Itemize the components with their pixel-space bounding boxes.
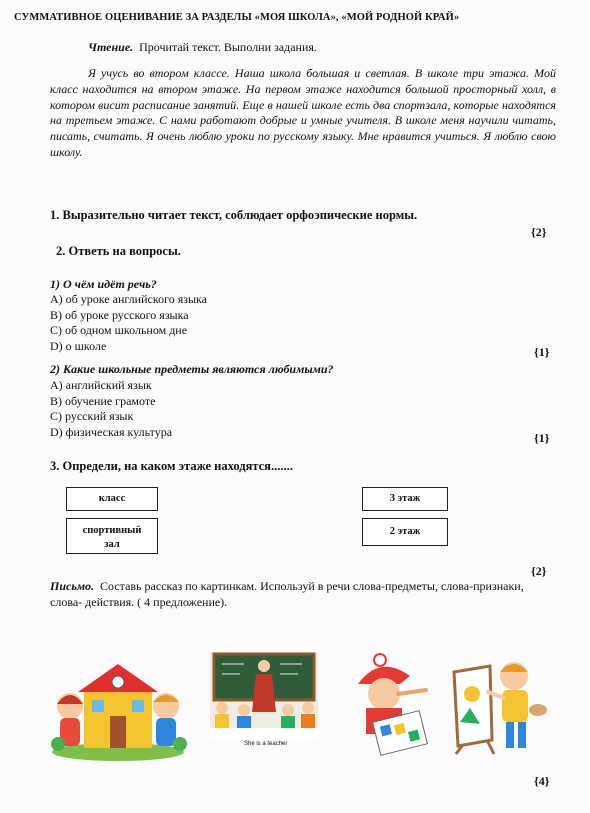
task1-score: {2} (531, 225, 547, 239)
option: А) об уроке английского языка (50, 292, 207, 306)
reading-instruction-text: Прочитай текст. Выполни задания. (139, 40, 317, 54)
reading-label: Чтение. (88, 40, 134, 54)
question-1-options (50, 292, 207, 354)
task2-text: 2. Ответь на вопросы. (56, 244, 181, 258)
task3-score: {2} (531, 564, 547, 578)
option: С) русский язык (50, 409, 134, 423)
option: С) об одном школьном дне (50, 323, 188, 337)
option: В) обучение грамоте (50, 393, 156, 408)
pinocchio-reading-illustration (340, 650, 440, 756)
classroom-illustration (210, 652, 318, 740)
option: А) английский язык (50, 378, 152, 392)
writing-label: Письмо. (50, 579, 95, 593)
writing-score: {4} (534, 774, 550, 788)
question-2-options (50, 378, 172, 440)
question-2: 2) Какие школьные предметы являются любимыми? (50, 362, 334, 376)
picture-caption: She is a teacher (244, 741, 288, 747)
writing-task (50, 578, 550, 610)
question-1: 1) О чём идёт речь? (50, 277, 157, 291)
reading-instruction (88, 40, 317, 55)
match-box-floor-3[interactable]: 3 этаж (362, 487, 448, 511)
option: D) о школе (50, 338, 107, 353)
question-1-score: {1} (534, 345, 550, 359)
match-box-gym[interactable]: спортивный зал (66, 518, 158, 554)
option: D) физическая культура (50, 424, 173, 439)
child-painting-illustration (448, 652, 548, 756)
question-2-score: {1} (534, 431, 550, 445)
match-box-class[interactable]: класс (66, 487, 158, 511)
match-box-floor-2[interactable]: 2 этаж (362, 518, 448, 546)
reading-text: Я учусь во втором классе. Наша школа большая и светлая. В школе три этажа. Мой класс находится на втором этаже. На первом этаже находится большой просторный холл, в котором висит расписание занятий. Еще в нашей школе есть два спортзала, которые находятся на третьем этаже. С нами работают добрые и умные учителя. В школе меня научили читать, писать, считать. Я очень люблю уроки по русскому языку. Мне нравится учиться. Я люблю свою школу. (50, 66, 556, 159)
school-kids-illustration (48, 652, 188, 762)
task1-text: 1. Выразительно читает текст, соблюдает орфоэпические нормы. (50, 208, 418, 222)
page-title: СУММАТИВНОЕ ОЦЕНИВАНИЕ ЗА РАЗДЕЛЫ «МОЯ ШКОЛА», «МОЙ РОДНОЙ КРАЙ» (14, 12, 460, 23)
writing-text: Составь рассказ по картинкам. Используй в речи слова-предметы, слова-признаки, слова- действия. ( 4 предложение). (50, 579, 524, 609)
option: В) об уроке русского языка (50, 307, 189, 322)
task3-text: 3. Определи, на каком этаже находятся....... (50, 459, 293, 473)
